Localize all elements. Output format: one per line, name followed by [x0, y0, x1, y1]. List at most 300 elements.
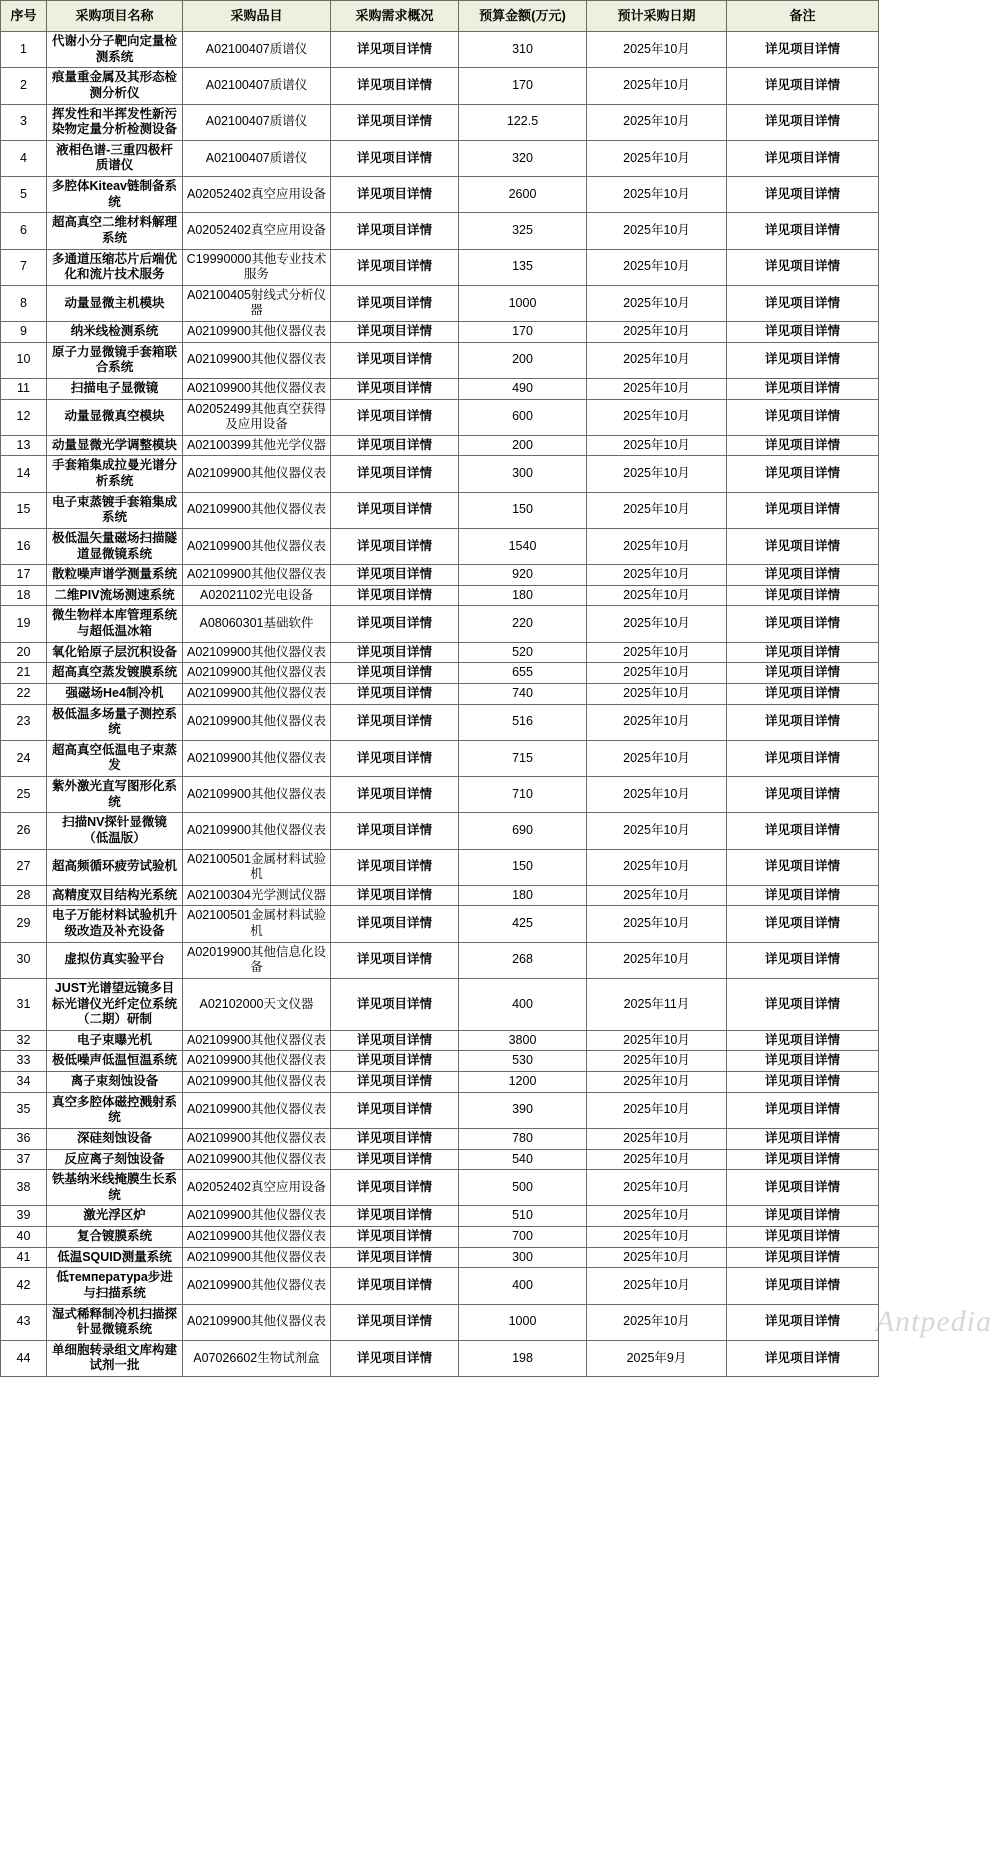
project-name-link[interactable]: 高精度双目结构光系统: [47, 885, 183, 906]
planned-date: 2025年10月: [587, 849, 727, 885]
project-name-link[interactable]: 超高频循环疲劳试验机: [47, 849, 183, 885]
budget-amount: 500: [459, 1170, 587, 1206]
project-name-link[interactable]: 虚拟仿真实验平台: [47, 942, 183, 978]
project-name-link[interactable]: 扫描NV探针显微镜（低温版）: [47, 813, 183, 849]
row-index: 10: [1, 342, 47, 378]
row-index: 36: [1, 1128, 47, 1149]
budget-amount: 300: [459, 1247, 587, 1268]
budget-amount: 300: [459, 456, 587, 492]
project-name-link[interactable]: 紫外激光直写图形化系统: [47, 777, 183, 813]
row-index: 29: [1, 906, 47, 942]
project-name-link[interactable]: 极低温多场量子测控系统: [47, 704, 183, 740]
planned-date: 2025年10月: [587, 285, 727, 321]
table-row: [1, 68, 879, 104]
planned-date: 2025年10月: [587, 528, 727, 564]
remark-detail-link[interactable]: 详见项目详情: [727, 978, 879, 1030]
requirement-detail-link[interactable]: 详见项目详情: [331, 249, 459, 285]
planned-date: 2025年10月: [587, 322, 727, 343]
requirement-detail-link[interactable]: 详见项目详情: [331, 1149, 459, 1170]
remark-detail-link[interactable]: 详见项目详情: [727, 1128, 879, 1149]
remark-detail-link[interactable]: 详见项目详情: [727, 777, 879, 813]
col-header-remark: 备注: [727, 1, 879, 32]
col-header-requirement: 采购需求概况: [331, 1, 459, 32]
remark-detail-link[interactable]: 详见项目详情: [727, 140, 879, 176]
requirement-detail-link[interactable]: 详见项目详情: [331, 492, 459, 528]
project-name-link[interactable]: 液相色谱-三重四极杆质谱仪: [47, 140, 183, 176]
procurement-category: A02109900其他仪器仪表: [183, 1128, 331, 1149]
project-name-link[interactable]: 极低噪声低温恒温系统: [47, 1051, 183, 1072]
row-index: 1: [1, 32, 47, 68]
requirement-detail-link[interactable]: 详见项目详情: [331, 906, 459, 942]
procurement-category: A02109900其他仪器仪表: [183, 1051, 331, 1072]
project-name-link[interactable]: 代谢小分子靶向定量检测系统: [47, 32, 183, 68]
row-index: 18: [1, 585, 47, 606]
remark-detail-link[interactable]: 详见项目详情: [727, 704, 879, 740]
budget-amount: 320: [459, 140, 587, 176]
budget-amount: 135: [459, 249, 587, 285]
planned-date: 2025年10月: [587, 1051, 727, 1072]
budget-amount: 170: [459, 68, 587, 104]
remark-detail-link[interactable]: 详见项目详情: [727, 456, 879, 492]
requirement-detail-link[interactable]: 详见项目详情: [331, 1072, 459, 1093]
project-name-link[interactable]: 手套箱集成拉曼光谱分析系统: [47, 456, 183, 492]
planned-date: 2025年10月: [587, 399, 727, 435]
requirement-detail-link[interactable]: 详见项目详情: [331, 642, 459, 663]
budget-amount: 740: [459, 683, 587, 704]
table-row: [1, 683, 879, 704]
procurement-category: A02109900其他仪器仪表: [183, 1206, 331, 1227]
project-name-link[interactable]: 反应离子刻蚀设备: [47, 1149, 183, 1170]
project-name-link[interactable]: 动量显微真空模块: [47, 399, 183, 435]
planned-date: 2025年10月: [587, 1206, 727, 1227]
row-index: 6: [1, 213, 47, 249]
budget-amount: 2600: [459, 177, 587, 213]
project-name-link[interactable]: 极低温矢量磁场扫描隧道显微镜系统: [47, 528, 183, 564]
project-name-link[interactable]: 扫描电子显微镜: [47, 378, 183, 399]
requirement-detail-link[interactable]: 详见项目详情: [331, 849, 459, 885]
budget-amount: 200: [459, 342, 587, 378]
requirement-detail-link[interactable]: 详见项目详情: [331, 1170, 459, 1206]
remark-detail-link[interactable]: 详见项目详情: [727, 213, 879, 249]
remark-detail-link[interactable]: 详见项目详情: [727, 849, 879, 885]
procurement-category: A02100399其他光学仪器: [183, 435, 331, 456]
row-index: 4: [1, 140, 47, 176]
planned-date: 2025年10月: [587, 606, 727, 642]
row-index: 23: [1, 704, 47, 740]
requirement-detail-link[interactable]: 详见项目详情: [331, 740, 459, 776]
requirement-detail-link[interactable]: 详见项目详情: [331, 683, 459, 704]
requirement-detail-link[interactable]: 详见项目详情: [331, 1227, 459, 1248]
project-name-link[interactable]: 复合镀膜系统: [47, 1227, 183, 1248]
row-index: 26: [1, 813, 47, 849]
table-head: [1, 1, 879, 32]
procurement-category: A02100407质谱仪: [183, 104, 331, 140]
planned-date: 2025年10月: [587, 906, 727, 942]
remark-detail-link[interactable]: 详见项目详情: [727, 399, 879, 435]
remark-detail-link[interactable]: 详见项目详情: [727, 104, 879, 140]
requirement-detail-link[interactable]: 详见项目详情: [331, 813, 459, 849]
row-index: 9: [1, 322, 47, 343]
remark-detail-link[interactable]: 详见项目详情: [727, 177, 879, 213]
remark-detail-link[interactable]: 详见项目详情: [727, 1304, 879, 1340]
planned-date: 2025年10月: [587, 1247, 727, 1268]
procurement-category: A08060301基础软件: [183, 606, 331, 642]
remark-detail-link[interactable]: 详见项目详情: [727, 740, 879, 776]
budget-amount: 390: [459, 1092, 587, 1128]
requirement-detail-link[interactable]: 详见项目详情: [331, 1304, 459, 1340]
table-row: [1, 813, 879, 849]
requirement-detail-link[interactable]: 详见项目详情: [331, 663, 459, 684]
row-index: 39: [1, 1206, 47, 1227]
requirement-detail-link[interactable]: 详见项目详情: [331, 456, 459, 492]
requirement-detail-link[interactable]: 详见项目详情: [331, 1128, 459, 1149]
project-name-link[interactable]: 离子束刻蚀设备: [47, 1072, 183, 1093]
procurement-category: A02100407质谱仪: [183, 68, 331, 104]
row-index: 7: [1, 249, 47, 285]
requirement-detail-link[interactable]: 详见项目详情: [331, 585, 459, 606]
table-row: [1, 1149, 879, 1170]
procurement-category: A02100501金属材料试验机: [183, 849, 331, 885]
project-name-link[interactable]: 纳米线检测系统: [47, 322, 183, 343]
planned-date: 2025年10月: [587, 1170, 727, 1206]
planned-date: 2025年10月: [587, 663, 727, 684]
project-name-link[interactable]: 单细胞转录组文库构建试剂一批: [47, 1340, 183, 1376]
project-name-link[interactable]: 散粒噪声谱学测量系统: [47, 565, 183, 586]
table-row: [1, 342, 879, 378]
requirement-detail-link[interactable]: 详见项目详情: [331, 32, 459, 68]
requirement-detail-link[interactable]: 详见项目详情: [331, 777, 459, 813]
requirement-detail-link[interactable]: 详见项目详情: [331, 378, 459, 399]
project-name-link[interactable]: 真空多腔体磁控溅射系统: [47, 1092, 183, 1128]
procurement-category: A02100501金属材料试验机: [183, 906, 331, 942]
planned-date: 2025年10月: [587, 585, 727, 606]
project-name-link[interactable]: 超高真空低温电子束蒸发: [47, 740, 183, 776]
procurement-category: A02109900其他仪器仪表: [183, 683, 331, 704]
budget-amount: 325: [459, 213, 587, 249]
requirement-detail-link[interactable]: 详见项目详情: [331, 1051, 459, 1072]
remark-detail-link[interactable]: 详见项目详情: [727, 906, 879, 942]
planned-date: 2025年10月: [587, 565, 727, 586]
row-index: 32: [1, 1030, 47, 1051]
remark-detail-link[interactable]: 详见项目详情: [727, 435, 879, 456]
project-name-link[interactable]: 低温SQUID测量系统: [47, 1247, 183, 1268]
budget-amount: 1540: [459, 528, 587, 564]
table-row: [1, 456, 879, 492]
row-index: 41: [1, 1247, 47, 1268]
row-index: 44: [1, 1340, 47, 1376]
table-row: [1, 1340, 879, 1376]
row-index: 2: [1, 68, 47, 104]
remark-detail-link[interactable]: 详见项目详情: [727, 683, 879, 704]
budget-amount: 690: [459, 813, 587, 849]
project-name-link[interactable]: 微生物样本库管理系统与超低温冰箱: [47, 606, 183, 642]
project-name-link[interactable]: 二维PIV流场测速系统: [47, 585, 183, 606]
table-row: [1, 1051, 879, 1072]
procurement-category: A02109900其他仪器仪表: [183, 1247, 331, 1268]
col-header-project-name: 采购项目名称: [47, 1, 183, 32]
table-row: [1, 1030, 879, 1051]
col-header-date: 预计采购日期: [587, 1, 727, 32]
planned-date: 2025年10月: [587, 683, 727, 704]
row-index: 13: [1, 435, 47, 456]
remark-detail-link[interactable]: 详见项目详情: [727, 565, 879, 586]
table-row: [1, 249, 879, 285]
remark-detail-link[interactable]: 详见项目详情: [727, 342, 879, 378]
remark-detail-link[interactable]: 详见项目详情: [727, 1206, 879, 1227]
planned-date: 2025年10月: [587, 32, 727, 68]
budget-amount: 122.5: [459, 104, 587, 140]
table-row: [1, 140, 879, 176]
budget-amount: 1200: [459, 1072, 587, 1093]
remark-detail-link[interactable]: 详见项目详情: [727, 528, 879, 564]
remark-detail-link[interactable]: 详见项目详情: [727, 68, 879, 104]
planned-date: 2025年10月: [587, 68, 727, 104]
procurement-category: A02109900其他仪器仪表: [183, 1149, 331, 1170]
procurement-category: A02109900其他仪器仪表: [183, 813, 331, 849]
project-name-link[interactable]: 多腔体Kiteav链制备系统: [47, 177, 183, 213]
planned-date: 2025年10月: [587, 1030, 727, 1051]
planned-date: 2025年10月: [587, 456, 727, 492]
remark-detail-link[interactable]: 详见项目详情: [727, 249, 879, 285]
table-row: [1, 585, 879, 606]
project-name-link[interactable]: 电子万能材料试验机升级改造及补充设备: [47, 906, 183, 942]
budget-amount: 400: [459, 1268, 587, 1304]
col-header-budget: 预算金额(万元): [459, 1, 587, 32]
procurement-category: A02052402真空应用设备: [183, 177, 331, 213]
remark-detail-link[interactable]: 详见项目详情: [727, 322, 879, 343]
table-row: [1, 1072, 879, 1093]
remark-detail-link[interactable]: 详见项目详情: [727, 1072, 879, 1093]
row-index: 19: [1, 606, 47, 642]
procurement-category: A02109900其他仪器仪表: [183, 1072, 331, 1093]
project-name-link[interactable]: JUST光谱望远镜多目标光谱仪光纤定位系统（二期）研制: [47, 978, 183, 1030]
project-name-link[interactable]: 强磁场He4制冷机: [47, 683, 183, 704]
table-row: [1, 528, 879, 564]
project-name-link[interactable]: 深硅刻蚀设备: [47, 1128, 183, 1149]
planned-date: 2025年10月: [587, 213, 727, 249]
row-index: 35: [1, 1092, 47, 1128]
procurement-category: A02100407质谱仪: [183, 140, 331, 176]
remark-detail-link[interactable]: 详见项目详情: [727, 492, 879, 528]
row-index: 34: [1, 1072, 47, 1093]
table-row: [1, 849, 879, 885]
watermark: Antpedia: [875, 1305, 992, 1338]
budget-amount: 530: [459, 1051, 587, 1072]
budget-amount: 268: [459, 942, 587, 978]
budget-amount: 200: [459, 435, 587, 456]
budget-amount: 170: [459, 322, 587, 343]
project-name-link[interactable]: 超高真空二维材料解理系统: [47, 213, 183, 249]
remark-detail-link[interactable]: 详见项目详情: [727, 1030, 879, 1051]
col-header-index: 序号: [1, 1, 47, 32]
remark-detail-link[interactable]: 详见项目详情: [727, 1247, 879, 1268]
planned-date: 2025年10月: [587, 492, 727, 528]
table-row: [1, 663, 879, 684]
remark-detail-link[interactable]: 详见项目详情: [727, 1170, 879, 1206]
requirement-detail-link[interactable]: 详见项目详情: [331, 704, 459, 740]
requirement-detail-link[interactable]: 详见项目详情: [331, 104, 459, 140]
row-index: 20: [1, 642, 47, 663]
planned-date: 2025年10月: [587, 1268, 727, 1304]
remark-detail-link[interactable]: 详见项目详情: [727, 1340, 879, 1376]
requirement-detail-link[interactable]: 详见项目详情: [331, 177, 459, 213]
table-row: [1, 1304, 879, 1340]
budget-amount: 540: [459, 1149, 587, 1170]
planned-date: 2025年10月: [587, 777, 727, 813]
remark-detail-link[interactable]: 详见项目详情: [727, 585, 879, 606]
project-name-link[interactable]: 低температура步进与扫描系统: [47, 1268, 183, 1304]
remark-detail-link[interactable]: 详见项目详情: [727, 285, 879, 321]
requirement-detail-link[interactable]: 详见项目详情: [331, 1268, 459, 1304]
budget-amount: 780: [459, 1128, 587, 1149]
planned-date: 2025年10月: [587, 740, 727, 776]
budget-amount: 655: [459, 663, 587, 684]
table-row: [1, 399, 879, 435]
requirement-detail-link[interactable]: 详见项目详情: [331, 528, 459, 564]
procurement-category: A02109900其他仪器仪表: [183, 492, 331, 528]
remark-detail-link[interactable]: 详见项目详情: [727, 32, 879, 68]
planned-date: 2025年10月: [587, 342, 727, 378]
requirement-detail-link[interactable]: 详见项目详情: [331, 942, 459, 978]
row-index: 8: [1, 285, 47, 321]
remark-detail-link[interactable]: 详见项目详情: [727, 1227, 879, 1248]
requirement-detail-link[interactable]: 详见项目详情: [331, 606, 459, 642]
table-row: [1, 1227, 879, 1248]
project-name-link[interactable]: 挥发性和半挥发性新污染物定量分析检测设备: [47, 104, 183, 140]
table-row: [1, 378, 879, 399]
project-name-link[interactable]: 超高真空蒸发镀膜系统: [47, 663, 183, 684]
requirement-detail-link[interactable]: 详见项目详情: [331, 1030, 459, 1051]
table-row: [1, 565, 879, 586]
remark-detail-link[interactable]: 详见项目详情: [727, 813, 879, 849]
remark-detail-link[interactable]: 详见项目详情: [727, 1092, 879, 1128]
budget-amount: 220: [459, 606, 587, 642]
row-index: 31: [1, 978, 47, 1030]
row-index: 16: [1, 528, 47, 564]
table-header-row: [1, 1, 879, 32]
procurement-category: A02019900其他信息化设备: [183, 942, 331, 978]
procurement-category: A02109900其他仪器仪表: [183, 642, 331, 663]
project-name-link[interactable]: 动量显微主机模块: [47, 285, 183, 321]
row-index: 12: [1, 399, 47, 435]
requirement-detail-link[interactable]: 详见项目详情: [331, 885, 459, 906]
budget-amount: 198: [459, 1340, 587, 1376]
remark-detail-link[interactable]: 详见项目详情: [727, 606, 879, 642]
budget-amount: 180: [459, 585, 587, 606]
remark-detail-link[interactable]: 详见项目详情: [727, 642, 879, 663]
row-index: 25: [1, 777, 47, 813]
row-index: 14: [1, 456, 47, 492]
table-row: [1, 32, 879, 68]
row-index: 33: [1, 1051, 47, 1072]
requirement-detail-link[interactable]: 详见项目详情: [331, 342, 459, 378]
budget-amount: 150: [459, 492, 587, 528]
remark-detail-link[interactable]: 详见项目详情: [727, 1268, 879, 1304]
table-row: [1, 104, 879, 140]
remark-detail-link[interactable]: 详见项目详情: [727, 885, 879, 906]
table-row: [1, 642, 879, 663]
procurement-category: C19990000其他专业技术服务: [183, 249, 331, 285]
table-row: [1, 177, 879, 213]
requirement-detail-link[interactable]: 详见项目详情: [331, 1206, 459, 1227]
requirement-detail-link[interactable]: 详见项目详情: [331, 1340, 459, 1376]
requirement-detail-link[interactable]: 详见项目详情: [331, 1247, 459, 1268]
project-name-link[interactable]: 原子力显微镜手套箱联合系统: [47, 342, 183, 378]
procurement-category: A02100407质谱仪: [183, 32, 331, 68]
table-body: [1, 32, 879, 1377]
requirement-detail-link[interactable]: 详见项目详情: [331, 565, 459, 586]
remark-detail-link[interactable]: 详见项目详情: [727, 663, 879, 684]
row-index: 5: [1, 177, 47, 213]
requirement-detail-link[interactable]: 详见项目详情: [331, 213, 459, 249]
planned-date: 2025年10月: [587, 885, 727, 906]
procurement-category: A02052402真空应用设备: [183, 1170, 331, 1206]
project-name-link[interactable]: 电子束蒸镀手套箱集成系统: [47, 492, 183, 528]
row-index: 3: [1, 104, 47, 140]
requirement-detail-link[interactable]: 详见项目详情: [331, 1092, 459, 1128]
procurement-category: A07026602生物试剂盒: [183, 1340, 331, 1376]
remark-detail-link[interactable]: 详见项目详情: [727, 1149, 879, 1170]
project-name-link[interactable]: 动量显微光学调整模块: [47, 435, 183, 456]
planned-date: 2025年11月: [587, 978, 727, 1030]
requirement-detail-link[interactable]: 详见项目详情: [331, 140, 459, 176]
row-index: 28: [1, 885, 47, 906]
row-index: 22: [1, 683, 47, 704]
row-index: 42: [1, 1268, 47, 1304]
procurement-category: A02109900其他仪器仪表: [183, 1030, 331, 1051]
budget-amount: 710: [459, 777, 587, 813]
procurement-category: A02021102光电设备: [183, 585, 331, 606]
planned-date: 2025年10月: [587, 942, 727, 978]
project-name-link[interactable]: 湿式稀释制冷机扫描探针显微镜系统: [47, 1304, 183, 1340]
procurement-category: A02109900其他仪器仪表: [183, 565, 331, 586]
project-name-link[interactable]: 痕量重金属及其形态检测分析仪: [47, 68, 183, 104]
budget-amount: 180: [459, 885, 587, 906]
planned-date: 2025年10月: [587, 378, 727, 399]
row-index: 43: [1, 1304, 47, 1340]
budget-amount: 920: [459, 565, 587, 586]
requirement-detail-link[interactable]: 详见项目详情: [331, 68, 459, 104]
table-row: [1, 1206, 879, 1227]
row-index: 37: [1, 1149, 47, 1170]
requirement-detail-link[interactable]: 详见项目详情: [331, 322, 459, 343]
project-name-link[interactable]: 激光浮区炉: [47, 1206, 183, 1227]
procurement-category: A02109900其他仪器仪表: [183, 322, 331, 343]
remark-detail-link[interactable]: 详见项目详情: [727, 1051, 879, 1072]
planned-date: 2025年9月: [587, 1340, 727, 1376]
planned-date: 2025年10月: [587, 642, 727, 663]
row-index: 30: [1, 942, 47, 978]
requirement-detail-link[interactable]: 详见项目详情: [331, 285, 459, 321]
requirement-detail-link[interactable]: 详见项目详情: [331, 978, 459, 1030]
project-name-link[interactable]: 铁基纳米线掩膜生长系统: [47, 1170, 183, 1206]
table-row: [1, 435, 879, 456]
project-name-link[interactable]: 多通道压缩芯片后端优化和流片技术服务: [47, 249, 183, 285]
table-row: [1, 1247, 879, 1268]
requirement-detail-link[interactable]: 详见项目详情: [331, 399, 459, 435]
planned-date: 2025年10月: [587, 813, 727, 849]
remark-detail-link[interactable]: 详见项目详情: [727, 942, 879, 978]
requirement-detail-link[interactable]: 详见项目详情: [331, 435, 459, 456]
project-name-link[interactable]: 电子束曝光机: [47, 1030, 183, 1051]
col-header-category: 采购品目: [183, 1, 331, 32]
remark-detail-link[interactable]: 详见项目详情: [727, 378, 879, 399]
project-name-link[interactable]: 氧化铪原子层沉积设备: [47, 642, 183, 663]
row-index: 21: [1, 663, 47, 684]
table-row: [1, 906, 879, 942]
procurement-category: A02109900其他仪器仪表: [183, 1092, 331, 1128]
procurement-category: A02109900其他仪器仪表: [183, 663, 331, 684]
